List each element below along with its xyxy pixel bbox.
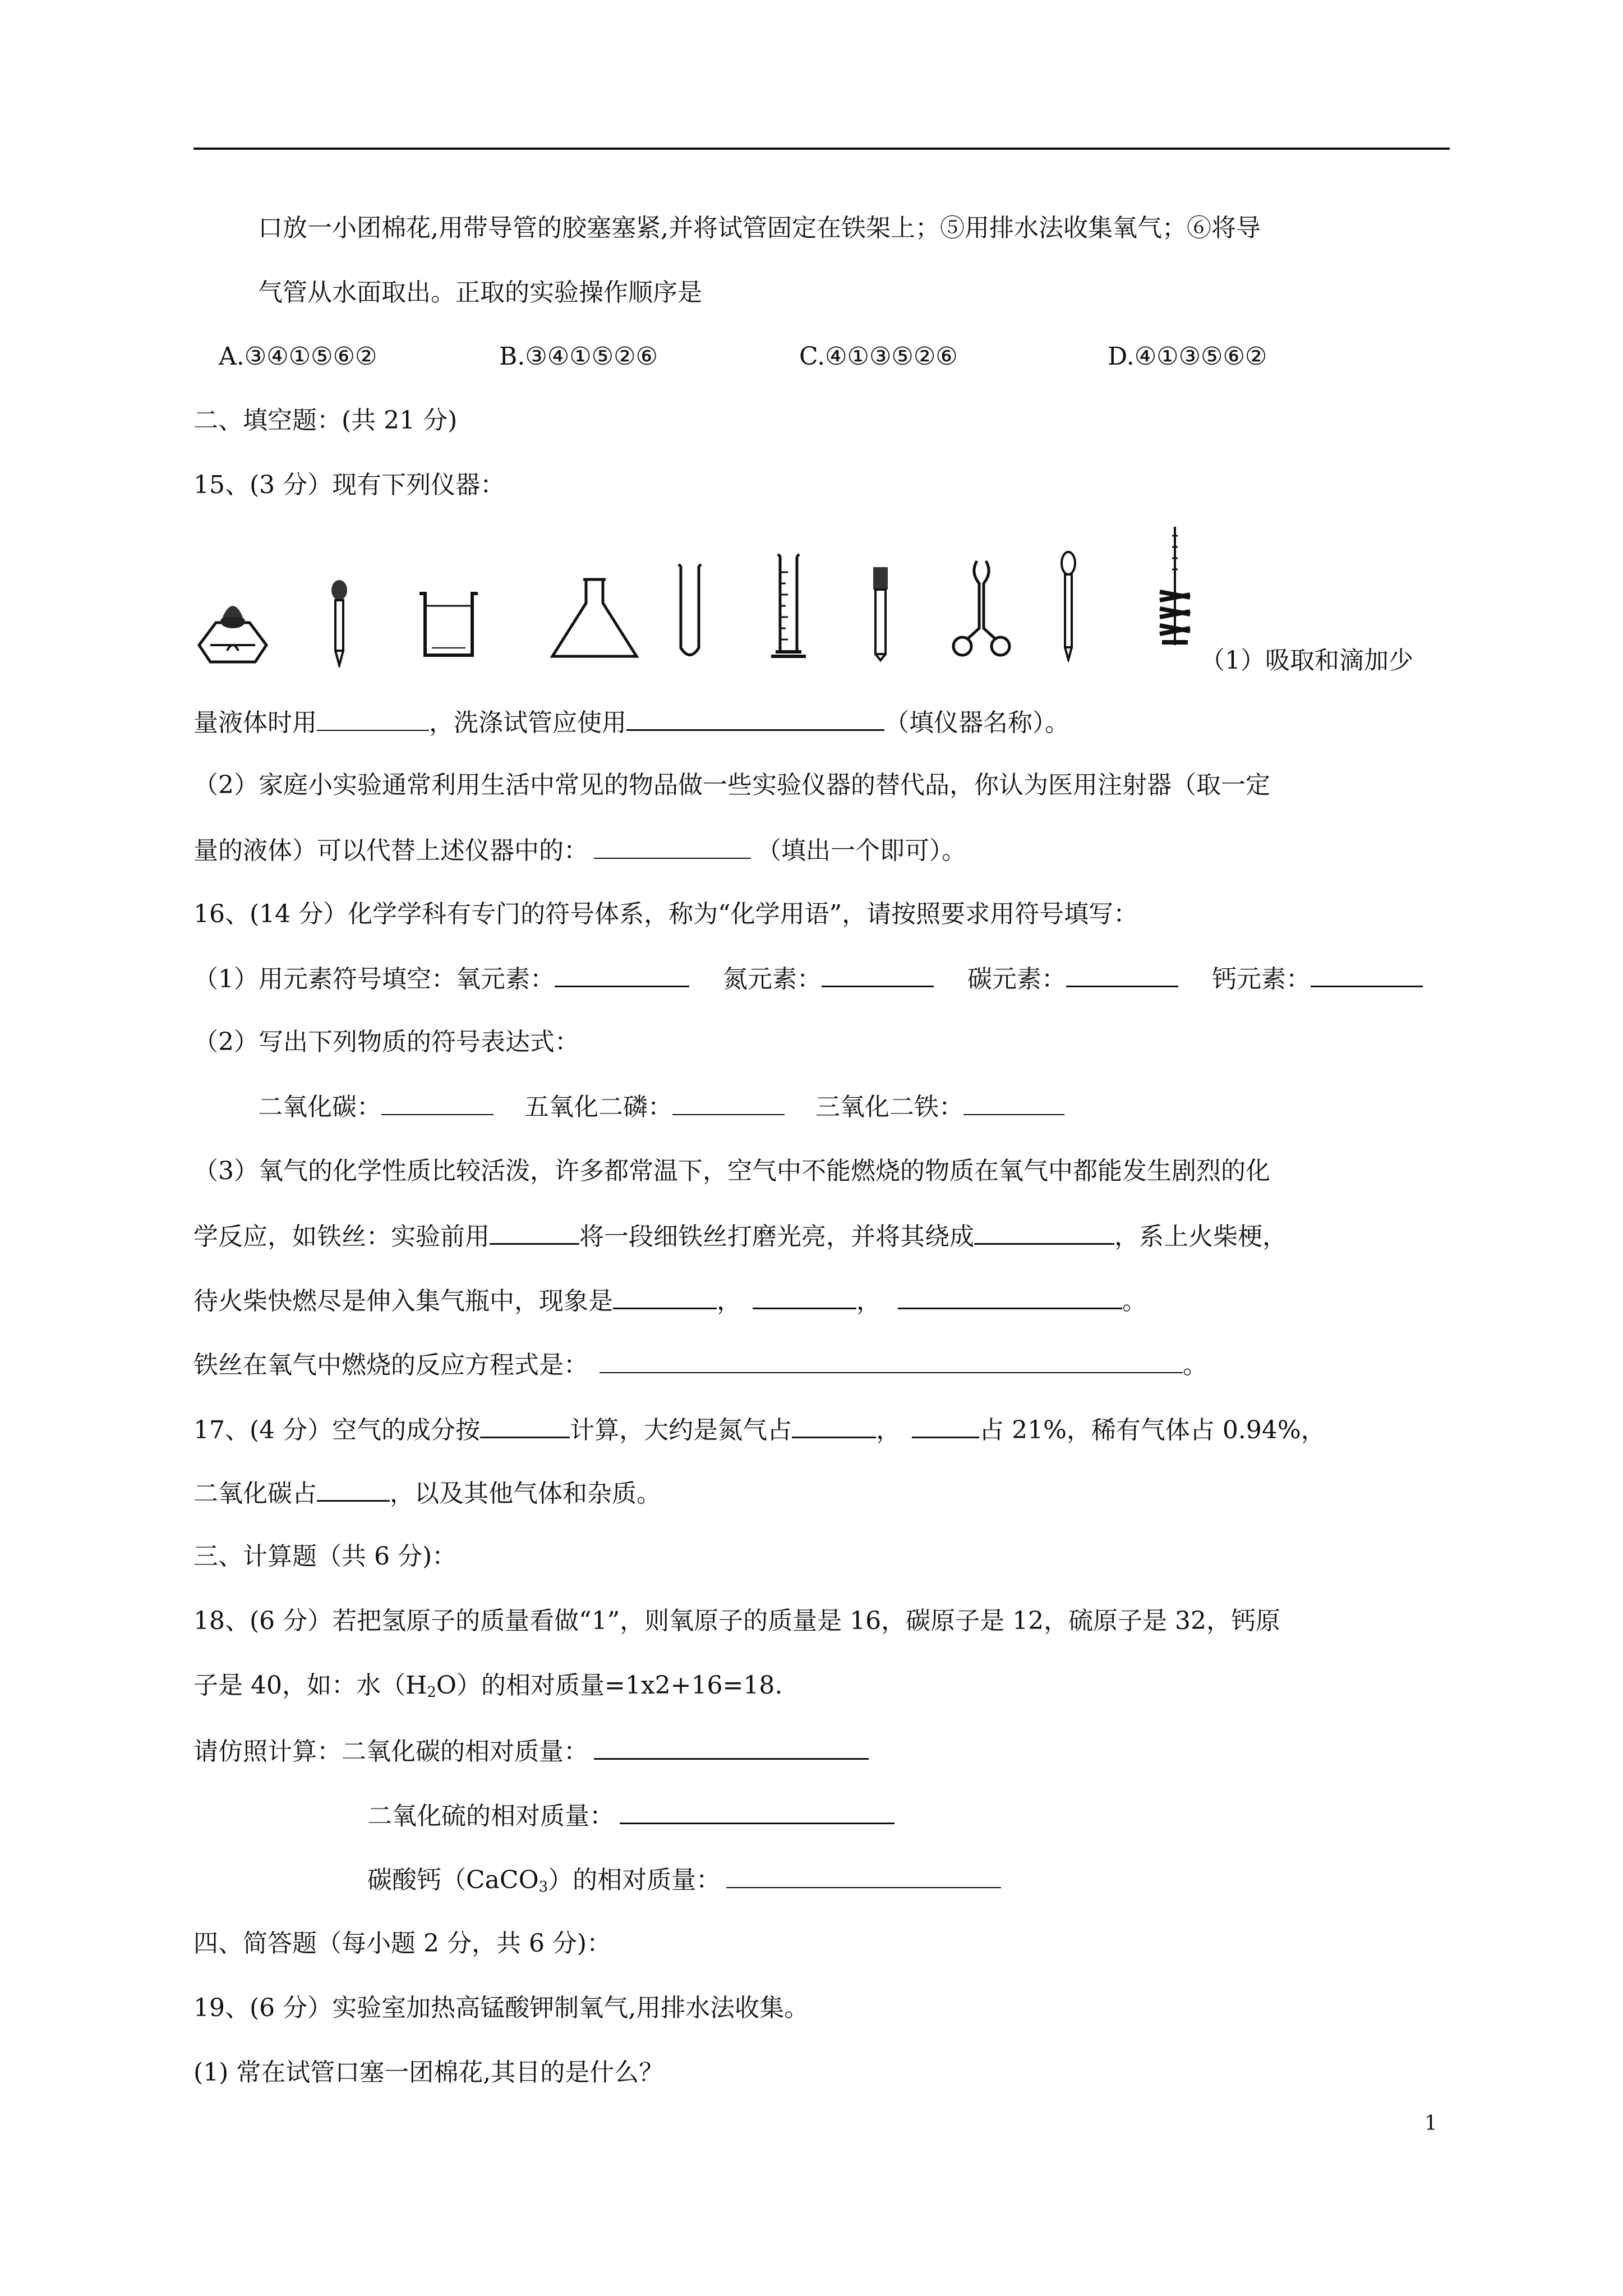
q18-item1-line bbox=[193, 1733, 869, 1769]
q16-p3-text-b: 将一段细铁丝打磨光亮，并将其绕成 bbox=[579, 1222, 974, 1251]
q16-title: 16、(14 分）化学学科有专门的符号体系，称为“化学用语”，请按照要求用符号填写： bbox=[193, 900, 1138, 928]
q16-blank-spiral[interactable] bbox=[974, 1218, 1114, 1245]
q17-text-d: 占 21%，稀有气体占 0.94%， bbox=[979, 1416, 1326, 1444]
q19-title: 19、(6 分）实验室加热高锰酸钾制氧气,用排水法收集。 bbox=[193, 1994, 809, 2022]
q17-blank-basis[interactable] bbox=[480, 1412, 570, 1438]
q15-p1-text-b: ，洗涤试管应使用 bbox=[429, 708, 626, 737]
q18-prompt: 请仿照计算： bbox=[193, 1737, 342, 1766]
q18-blank-co2[interactable] bbox=[594, 1733, 869, 1760]
beaker-icon bbox=[415, 589, 482, 662]
q16-element-carbon: 碳元素： bbox=[967, 965, 1066, 993]
q17-text-b: 计算，大约是氮气占 bbox=[570, 1416, 792, 1444]
q18-item2-line bbox=[367, 1798, 895, 1833]
crucible-tongs-icon bbox=[948, 555, 1015, 662]
section-3-heading: 三、计算题（共 6 分)： bbox=[193, 1542, 457, 1571]
q17-text-f: ，以及其他气体和杂质。 bbox=[390, 1479, 661, 1508]
dropper-icon bbox=[325, 578, 353, 668]
q18-blank-so2[interactable] bbox=[620, 1798, 895, 1824]
q16-p3-line3 bbox=[193, 1283, 1147, 1318]
q17-blank-oxygen[interactable] bbox=[912, 1412, 979, 1438]
q15-p1-line2 bbox=[193, 705, 1069, 740]
q15-blank-syringe[interactable] bbox=[594, 833, 751, 859]
q18-subscript-3: 3 bbox=[538, 1879, 548, 1895]
q18-item2-label: 二氧化硫的相对质量： bbox=[367, 1802, 614, 1830]
q16-p3-line1: （3）氧气的化学性质比较活泼，许多都常温下，空气中不能燃烧的物质在氧气中都能发生剧烈的化 bbox=[193, 1157, 1270, 1185]
q15-p1-tail: （1）吸取和滴加少 bbox=[1200, 646, 1413, 675]
q15-blank-dropper[interactable] bbox=[317, 705, 429, 731]
q16-element-nitrogen: 氮元素： bbox=[723, 965, 822, 993]
q16-element-calcium: 钙元素： bbox=[1212, 965, 1311, 993]
q16-blank-sandpaper[interactable] bbox=[490, 1218, 579, 1245]
q15-p2-text-a: 量的液体）可以代替上述仪器中的： bbox=[193, 836, 588, 865]
q16-blank-carbon[interactable] bbox=[1066, 961, 1178, 987]
q18-item3-text-b: ）的相对质量： bbox=[548, 1866, 721, 1894]
q18-item3-text-a: 碳酸钙（CaCO bbox=[367, 1866, 539, 1894]
q16-substance-p2o5: 五氧化二磷： bbox=[524, 1093, 672, 1121]
q15-title: 15、(3 分）现有下列仪器： bbox=[193, 471, 505, 499]
q16-p3-text-d: 待火柴快燃尽是伸入集气瓶中，现象是 bbox=[193, 1287, 613, 1315]
q17-text-c: ， bbox=[876, 1416, 901, 1444]
q16-blank-phenomenon-3[interactable] bbox=[898, 1283, 1122, 1309]
q16-blank-co2[interactable] bbox=[381, 1089, 494, 1115]
q14-line1: 口放一小团棉花,用带导管的胶塞塞紧,并将试管固定在铁架上；⑤用排水法收集氧气；⑥将导 bbox=[258, 214, 1261, 242]
q18-text-b: O）的相对质量=1x2+16=18. bbox=[436, 1671, 783, 1700]
q15-p1-text-c: （填仪器名称）。 bbox=[884, 708, 1069, 737]
q17-blank-nitrogen[interactable] bbox=[792, 1412, 876, 1438]
q18-line1: 18、(6 分）若把氢原子的质量看做“1”，则氧原子的质量是 16，碳原子是 12，硫原子是 32，钙原 bbox=[193, 1607, 1281, 1635]
q18-text-a: 子是 40，如：水（H bbox=[193, 1671, 427, 1700]
q15-blank-brush[interactable] bbox=[626, 705, 884, 731]
section-2-heading: 二、填空题：(共 21 分) bbox=[193, 406, 458, 435]
q14-option-d: D.④①③⑤⑥② bbox=[1108, 342, 1267, 371]
q16-p3-text-e: 铁丝在氧气中燃烧的反应方程式是： bbox=[193, 1351, 588, 1379]
q16-period-2: 。 bbox=[1183, 1351, 1207, 1379]
q15-p2-line1: （2）家庭小实验通常利用生活中常见的物品做一些实验仪器的替代品，你认为医用注射器（取一定 bbox=[193, 771, 1270, 799]
q15-p1-text-a: 量液体时用 bbox=[193, 708, 317, 737]
page-number: 1 bbox=[1424, 2112, 1437, 2135]
q17-text-e: 二氧化碳占 bbox=[193, 1479, 317, 1508]
conical-flask-icon bbox=[547, 575, 642, 662]
q14-option-b: B.③④①⑤②⑥ bbox=[499, 342, 658, 371]
q15-p2-line2 bbox=[193, 833, 966, 868]
q17-text-a: 17、(4 分）空气的成分按 bbox=[193, 1416, 481, 1444]
q19-p1: (1) 常在试管口塞一团棉花,其目的是什么？ bbox=[193, 2058, 664, 2087]
test-tube-brush-icon bbox=[1155, 524, 1195, 654]
q14-option-c: C.④①③⑤②⑥ bbox=[799, 342, 958, 371]
q17-blank-co2[interactable] bbox=[317, 1475, 390, 1502]
q16-blank-calcium[interactable] bbox=[1311, 961, 1423, 987]
pipette-icon bbox=[1054, 550, 1082, 662]
q16-blank-equation[interactable] bbox=[600, 1347, 1183, 1373]
q16-comma-2: ， bbox=[856, 1287, 881, 1315]
section-4-heading: 四、简答题（每小题 2 分，共 6 分)： bbox=[193, 1929, 612, 1958]
q18-item1-label: 二氧化碳的相对质量： bbox=[342, 1737, 588, 1766]
alcohol-lamp-icon bbox=[193, 583, 272, 668]
q18-item3-line bbox=[367, 1862, 1001, 1897]
q17-line1 bbox=[193, 1412, 1326, 1447]
q16-p3-line2 bbox=[193, 1218, 1287, 1254]
q14-line2: 气管从水面取出。正取的实验操作顺序是 bbox=[258, 278, 702, 307]
q14-option-a: A.③④①⑤⑥② bbox=[219, 342, 377, 371]
q16-blank-nitrogen[interactable] bbox=[822, 961, 934, 987]
graduated-cylinder-icon bbox=[766, 550, 810, 662]
q18-blank-caco3[interactable] bbox=[726, 1862, 1001, 1888]
q18-subscript-2: 2 bbox=[427, 1684, 436, 1701]
q16-p3-text-a: 学反应，如铁丝：实验前用 bbox=[193, 1222, 490, 1251]
q16-p2-line bbox=[258, 1089, 1064, 1124]
q15-p2-text-b: （填出一个即可）。 bbox=[757, 836, 966, 865]
q16-blank-oxygen[interactable] bbox=[555, 961, 689, 987]
q16-substance-fe2o3: 三氧化二铁： bbox=[815, 1093, 963, 1121]
q16-substance-co2: 二氧化碳： bbox=[258, 1093, 381, 1121]
header-rule bbox=[193, 148, 1450, 150]
q18-line2 bbox=[193, 1669, 782, 1703]
q16-p3-line4 bbox=[193, 1347, 1207, 1382]
q16-blank-p2o5[interactable] bbox=[672, 1089, 785, 1115]
q16-element-oxygen: 氧元素： bbox=[456, 965, 555, 993]
q16-blank-fe2o3[interactable] bbox=[963, 1089, 1064, 1115]
q16-blank-phenomenon-1[interactable] bbox=[613, 1283, 717, 1309]
q16-p1 bbox=[193, 961, 1423, 996]
q17-line2 bbox=[193, 1475, 661, 1511]
pen-icon bbox=[866, 564, 895, 662]
q16-p1-label: （1）用元素符号填空： bbox=[193, 965, 456, 993]
q16-p2-label: （2）写出下列物质的符号表达式： bbox=[193, 1028, 579, 1056]
q16-blank-phenomenon-2[interactable] bbox=[753, 1283, 856, 1309]
q16-period-1: 。 bbox=[1122, 1287, 1147, 1315]
test-tube-icon bbox=[673, 561, 707, 662]
q16-comma-1: ， bbox=[717, 1287, 741, 1315]
q16-p3-text-c: ，系上火柴梗， bbox=[1114, 1222, 1287, 1251]
